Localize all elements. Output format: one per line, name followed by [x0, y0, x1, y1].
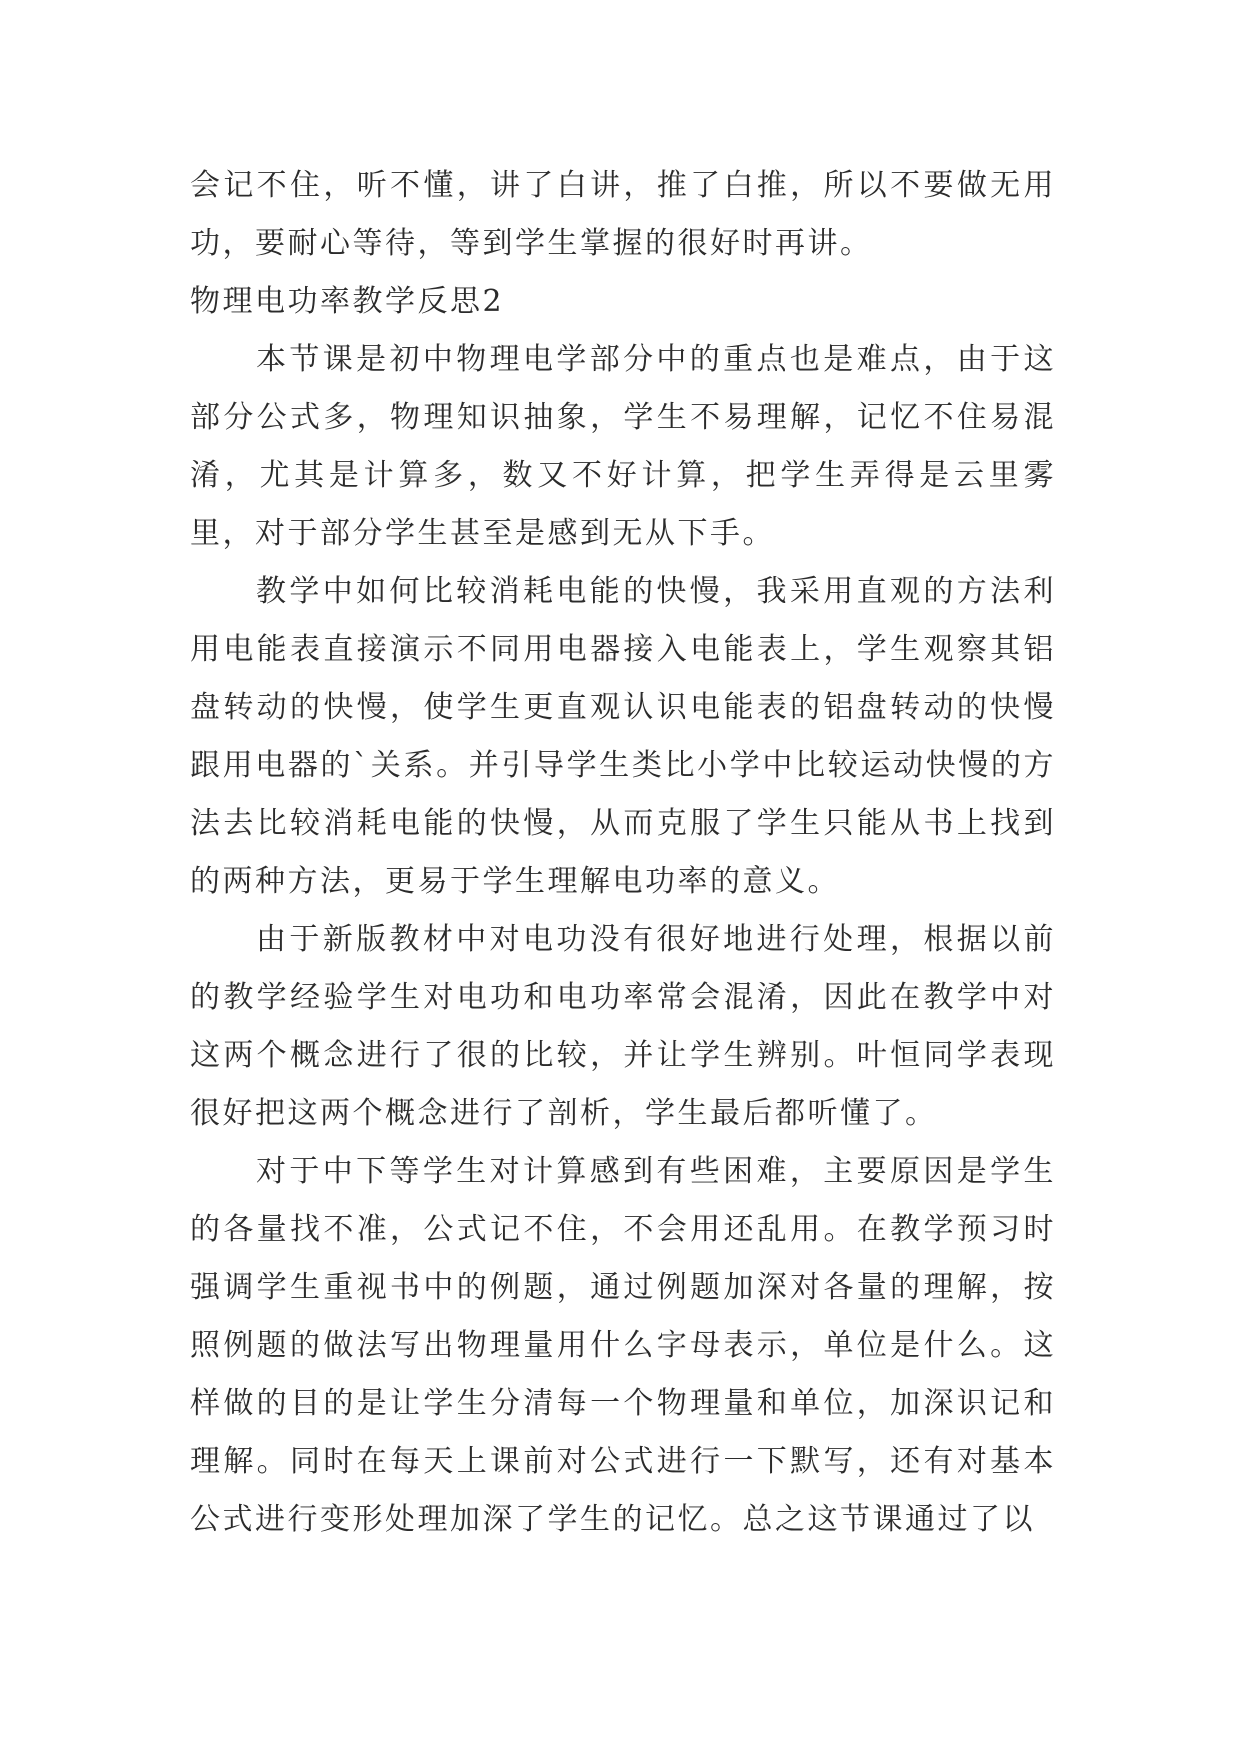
paragraph-1: 本节课是初中物理电学部分中的重点也是难点，由于这部分公式多，物理知识抽象，学生不易理解，记忆不住易混淆，尤其是计算多，数又不好计算，把学生弄得是云里雾里，对于部分学生甚至是感到无从下手。	[190, 342, 1056, 551]
document-body	[190, 157, 1056, 1549]
paragraph-3: 由于新版教材中对电功没有很好地进行处理，根据以前的教学经验学生对电功和电功率常会混淆，因此在教学中对这两个概念进行了很的比较，并让学生辨别。叶恒同学表现很好把这两个概念进行了剖析，学生最后都听懂了。	[190, 922, 1056, 1131]
paragraph-2: 教学中如何比较消耗电能的快慢，我采用直观的方法利用电能表直接演示不同用电器接入电能表上，学生观察其铝盘转动的快慢，使学生更直观认识电能表的铝盘转动的快慢跟用电器的`关系。并引导学生类比小学中比较运动快慢的方法去比较消耗电能的快慢，从而克服了学生只能从书上找到的两种方法，更易于学生理解电功率的意义。	[190, 574, 1056, 899]
continuation-paragraph: 会记不住，听不懂，讲了白讲，推了白推，所以不要做无用功，要耐心等待，等到学生掌握的很好时再讲。	[190, 168, 1056, 261]
paragraph-4: 对于中下等学生对计算感到有些困难，主要原因是学生的各量找不准，公式记不住，不会用还乱用。在教学预习时强调学生重视书中的例题，通过例题加深对各量的理解，按照例题的做法写出物理量用什么字母表示，单位是什么。这样做的目的是让学生分清每一个物理量和单位，加深识记和理解。同时在每天上课前对公式进行一下默写，还有对基本公式进行变形处理加深了学生的记忆。总之这节课通过了以	[190, 1154, 1056, 1537]
section-title: 物理电功率教学反思2	[190, 284, 505, 319]
